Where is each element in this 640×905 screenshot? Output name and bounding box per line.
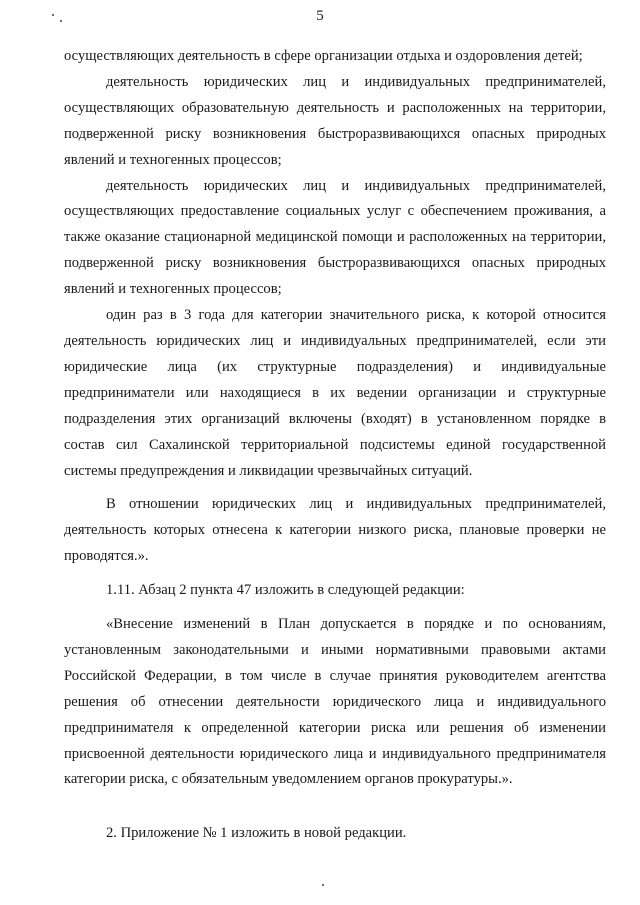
- paragraph-3: деятельность юридических лиц и индивидуальных предпринимателей, осуществляющих предоставление социальных услуг с обеспечением проживания, а также оказание стационарной медицинской помощи и расположенных на территории, подверженной риску возникновения быстроразвивающихся опасных природных явлений и техногенных процессов;: [64, 177, 606, 298]
- scan-speck: [60, 20, 62, 22]
- scan-speck: [52, 14, 54, 16]
- paragraph-5: В отношении юридических лиц и индивидуальных предпринимателей, деятельность которых отнесена к категории низкого риска, плановые проверки не проводятся.».: [64, 496, 606, 565]
- paragraph-1: осуществляющих деятельность в сфере организации отдыха и оздоровления детей;: [64, 48, 583, 64]
- paragraph-7: «Внесение изменений в План допускается в порядке и по основаниям, установленным законодательными и иными нормативными правовыми актами Российской Федерации, в том числе в случае принятия руководителем агентства решения об отнесении деятельности юридического лица и индивидуального предпринимателя к определенной категории риска или решения об изменении присвоенной деятельности юридического лица и индивидуального предпринимателя категории риска, с обязательным уведомлением органов прокуратуры.».: [64, 616, 606, 788]
- scan-speck: [322, 884, 324, 886]
- page-number: 5: [316, 8, 324, 24]
- paragraph-4: один раз в 3 года для категории значительного риска, к которой относится деятельность юридических лиц и индивидуальных предпринимателей, если эти юридические лица (их структурные подразделения) и индивидуальные предприниматели или находящиеся в их ведении организации и структурные подразделения этих организаций включены (входят) в установленном порядке в состав сил Сахалинской территориальной подсистемы единой государственной системы предупреждения и ликвидации чрезвычайных ситуаций.: [64, 307, 606, 479]
- paragraph-2: деятельность юридических лиц и индивидуальных предпринимателей, осуществляющих образовательную деятельность и расположенных на территории, подверженной риску возникновения быстроразвивающихся опасных природных явлений и техногенных процессов;: [64, 73, 606, 168]
- paragraph-8: 2. Приложение № 1 изложить в новой редакции.: [106, 825, 407, 842]
- document-body: [64, 44, 606, 847]
- paragraph-6: 1.11. Абзац 2 пункта 47 изложить в следующей редакции:: [106, 582, 465, 599]
